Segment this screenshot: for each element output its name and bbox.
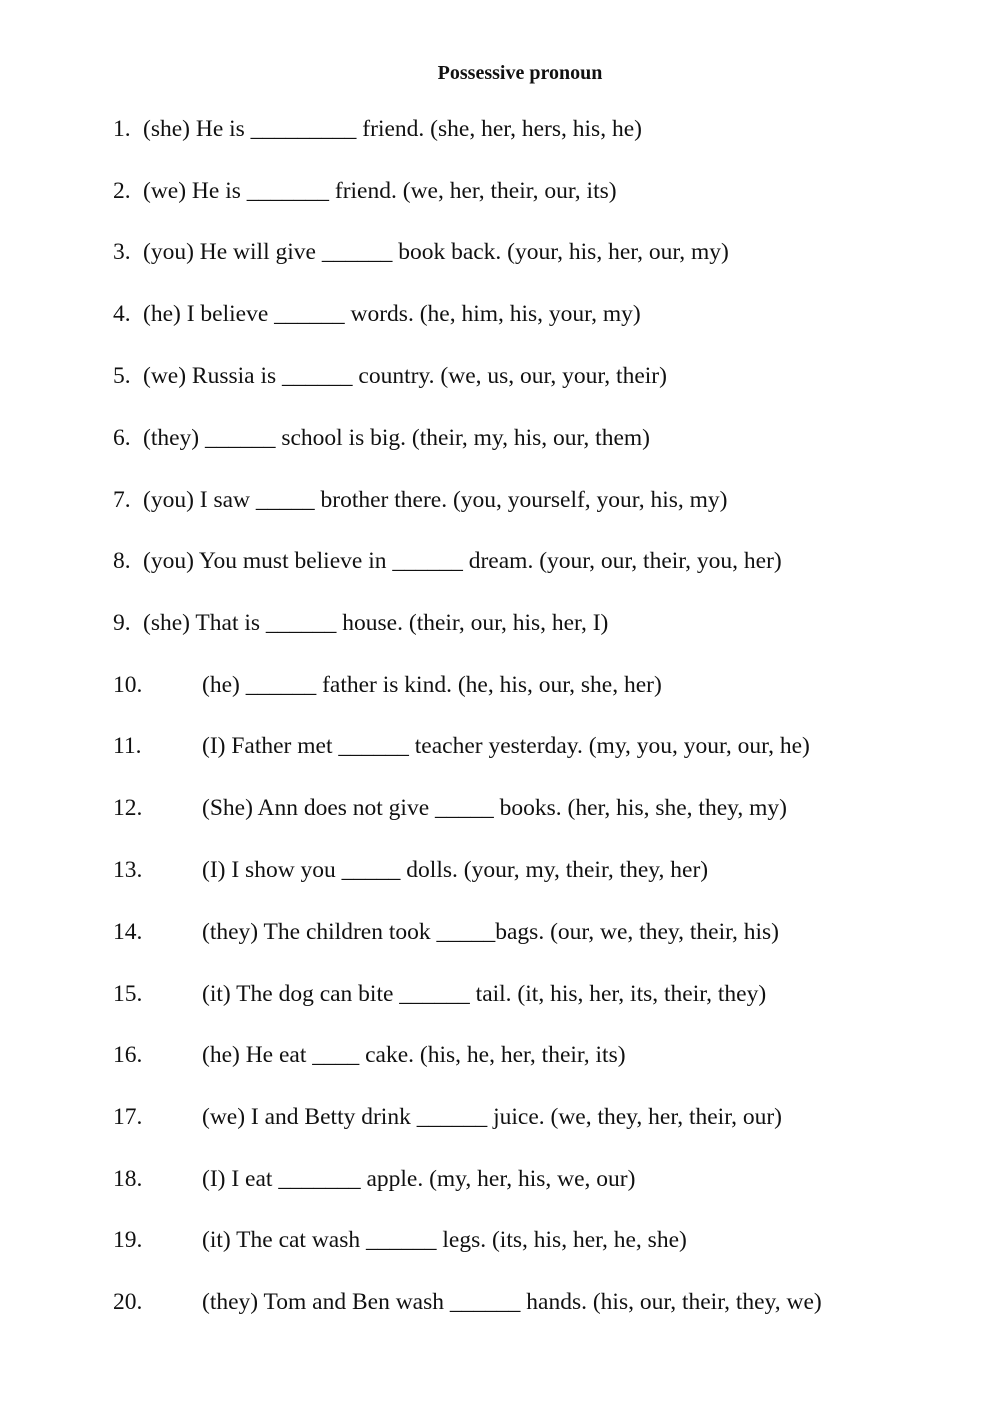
item-number: 9. <box>113 610 131 636</box>
exercise-item-10 <box>113 668 662 702</box>
exercise-item-12 <box>113 791 787 825</box>
worksheet-title: Possessive pronoun <box>437 62 603 84</box>
exercise-item-11 <box>113 729 810 763</box>
item-text: (we) I and Betty drink ______ juice. (we, they, her, their, our) <box>202 1104 782 1130</box>
exercise-item-2 <box>113 174 617 208</box>
item-text: (she) He is _________ friend. (she, her, hers, his, he) <box>143 116 642 142</box>
item-text: (he) I believe ______ words. (he, him, his, your, my) <box>143 301 641 327</box>
item-number: 1. <box>113 116 131 142</box>
item-number: 7. <box>113 487 131 513</box>
item-number: 5. <box>113 363 131 389</box>
exercise-item-13 <box>113 853 708 887</box>
item-number: 17. <box>113 1104 143 1130</box>
exercise-item-6 <box>113 421 650 455</box>
item-text: (you) He will give ______ book back. (your, his, her, our, my) <box>143 239 729 265</box>
item-text: (we) Russia is ______ country. (we, us, our, your, their) <box>143 363 667 389</box>
item-text: (he) ______ father is kind. (he, his, our, she, her) <box>202 672 662 698</box>
exercise-item-14 <box>113 915 779 949</box>
item-text: (they) Tom and Ben wash ______ hands. (his, our, their, they, we) <box>202 1289 822 1315</box>
item-text: (I) Father met ______ teacher yesterday. (my, you, your, our, he) <box>202 733 810 759</box>
exercise-item-9 <box>113 606 608 640</box>
item-number: 13. <box>113 857 143 883</box>
item-number: 11. <box>113 733 142 759</box>
item-number: 2. <box>113 178 131 204</box>
item-text: (they) ______ school is big. (their, my, his, our, them) <box>143 425 650 451</box>
exercise-item-8 <box>113 544 782 578</box>
exercise-item-3 <box>113 235 729 269</box>
item-text: (she) That is ______ house. (their, our, his, her, I) <box>143 610 609 636</box>
item-text: (I) I show you _____ dolls. (your, my, their, they, her) <box>202 857 709 883</box>
item-number: 15. <box>113 981 143 1007</box>
item-number: 12. <box>113 795 143 821</box>
exercise-item-17 <box>113 1100 782 1134</box>
item-number: 4. <box>113 301 131 327</box>
item-number: 8. <box>113 548 131 574</box>
item-text: (She) Ann does not give _____ books. (her, his, she, they, my) <box>202 795 787 821</box>
item-number: 14. <box>113 919 143 945</box>
item-text: (we) He is _______ friend. (we, her, their, our, its) <box>143 178 617 204</box>
item-text: (it) The cat wash ______ legs. (its, his, her, he, she) <box>202 1227 687 1253</box>
exercise-item-5 <box>113 359 667 393</box>
item-number: 10. <box>113 672 143 698</box>
exercise-item-18 <box>113 1162 635 1196</box>
exercise-item-19 <box>113 1223 687 1257</box>
item-text: (it) The dog can bite ______ tail. (it, his, her, its, their, they) <box>202 981 767 1007</box>
item-number: 18. <box>113 1166 143 1192</box>
exercise-item-16 <box>113 1038 626 1072</box>
item-text: (he) He eat ____ cake. (his, he, her, their, its) <box>202 1042 626 1068</box>
item-number: 16. <box>113 1042 143 1068</box>
item-text: (they) The children took _____bags. (our, we, they, their, his) <box>202 919 779 945</box>
item-number: 3. <box>113 239 131 265</box>
exercise-item-20 <box>113 1285 822 1319</box>
exercise-item-15 <box>113 977 766 1011</box>
exercise-item-7 <box>113 483 727 517</box>
item-text: (I) I eat _______ apple. (my, her, his, we, our) <box>202 1166 636 1192</box>
item-text: (you) You must believe in ______ dream. (your, our, their, you, her) <box>143 548 782 574</box>
item-number: 19. <box>113 1227 143 1253</box>
item-number: 6. <box>113 425 131 451</box>
exercise-item-1 <box>113 112 642 146</box>
item-text: (you) I saw _____ brother there. (you, yourself, your, his, my) <box>143 487 728 513</box>
item-number: 20. <box>113 1289 143 1315</box>
exercise-item-4 <box>113 297 641 331</box>
